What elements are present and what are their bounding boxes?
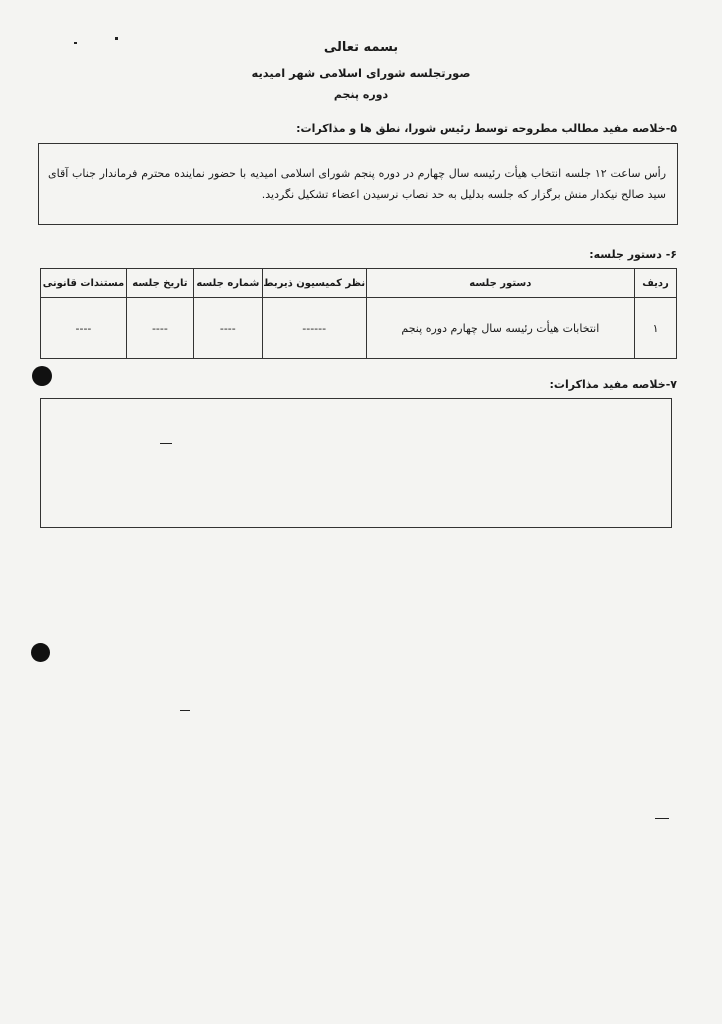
table-header-row bbox=[41, 269, 677, 298]
column-header: مستندات قانونی bbox=[41, 269, 127, 298]
period-label: دوره پنجم bbox=[333, 88, 389, 101]
table-cell: انتخابات هیأت رئیسه سال چهارم دوره پنجم bbox=[366, 298, 634, 359]
punch-hole-mark bbox=[31, 643, 50, 662]
punch-hole-mark bbox=[32, 366, 52, 386]
column-header: دستور جلسه bbox=[366, 269, 634, 298]
section7-box bbox=[40, 398, 672, 528]
column-header: نظر کمیسیون ذیربط bbox=[262, 269, 366, 298]
section7-heading: ۷-خلاصه مفید مذاکرات: bbox=[549, 378, 677, 391]
column-header: شماره جلسه bbox=[193, 269, 262, 298]
scan-speck bbox=[115, 37, 118, 40]
section5-heading: ۵-خلاصه مفید مطالب مطروحه توسط رئیس شورا، نطق ها و مذاکرات: bbox=[296, 122, 677, 135]
page-title: بسمه تعالی bbox=[323, 40, 399, 55]
column-header: تاریخ جلسه bbox=[126, 269, 193, 298]
table-row bbox=[41, 298, 677, 359]
table-cell: ---- bbox=[193, 298, 262, 359]
table-cell: ---- bbox=[126, 298, 193, 359]
scan-speck bbox=[655, 818, 669, 819]
table-cell: ------ bbox=[262, 298, 366, 359]
column-header: ردیف bbox=[635, 269, 677, 298]
section5-body: رأس ساعت ۱۲ جلسه انتخاب هیأت رئیسه سال چهارم در دوره پنجم شورای اسلامی امیدیه با حضور نماینده محترم فرماندار جناب آقای سید صالح نیکدار منش برگزار که جلسه بدلیل به حد نصاب نرسیدن اعضاء تشکیل نگردید. bbox=[48, 167, 667, 201]
agenda-table bbox=[40, 268, 677, 359]
table-cell: ۱ bbox=[635, 298, 677, 359]
table-cell: ---- bbox=[41, 298, 127, 359]
scan-speck bbox=[180, 710, 190, 711]
section6-heading: ۶- دستور جلسه: bbox=[589, 248, 677, 261]
scan-speck bbox=[160, 443, 172, 444]
scan-speck bbox=[74, 42, 77, 44]
document-subtitle: صورتجلسه شورای اسلامی شهر امیدیه bbox=[251, 66, 471, 80]
